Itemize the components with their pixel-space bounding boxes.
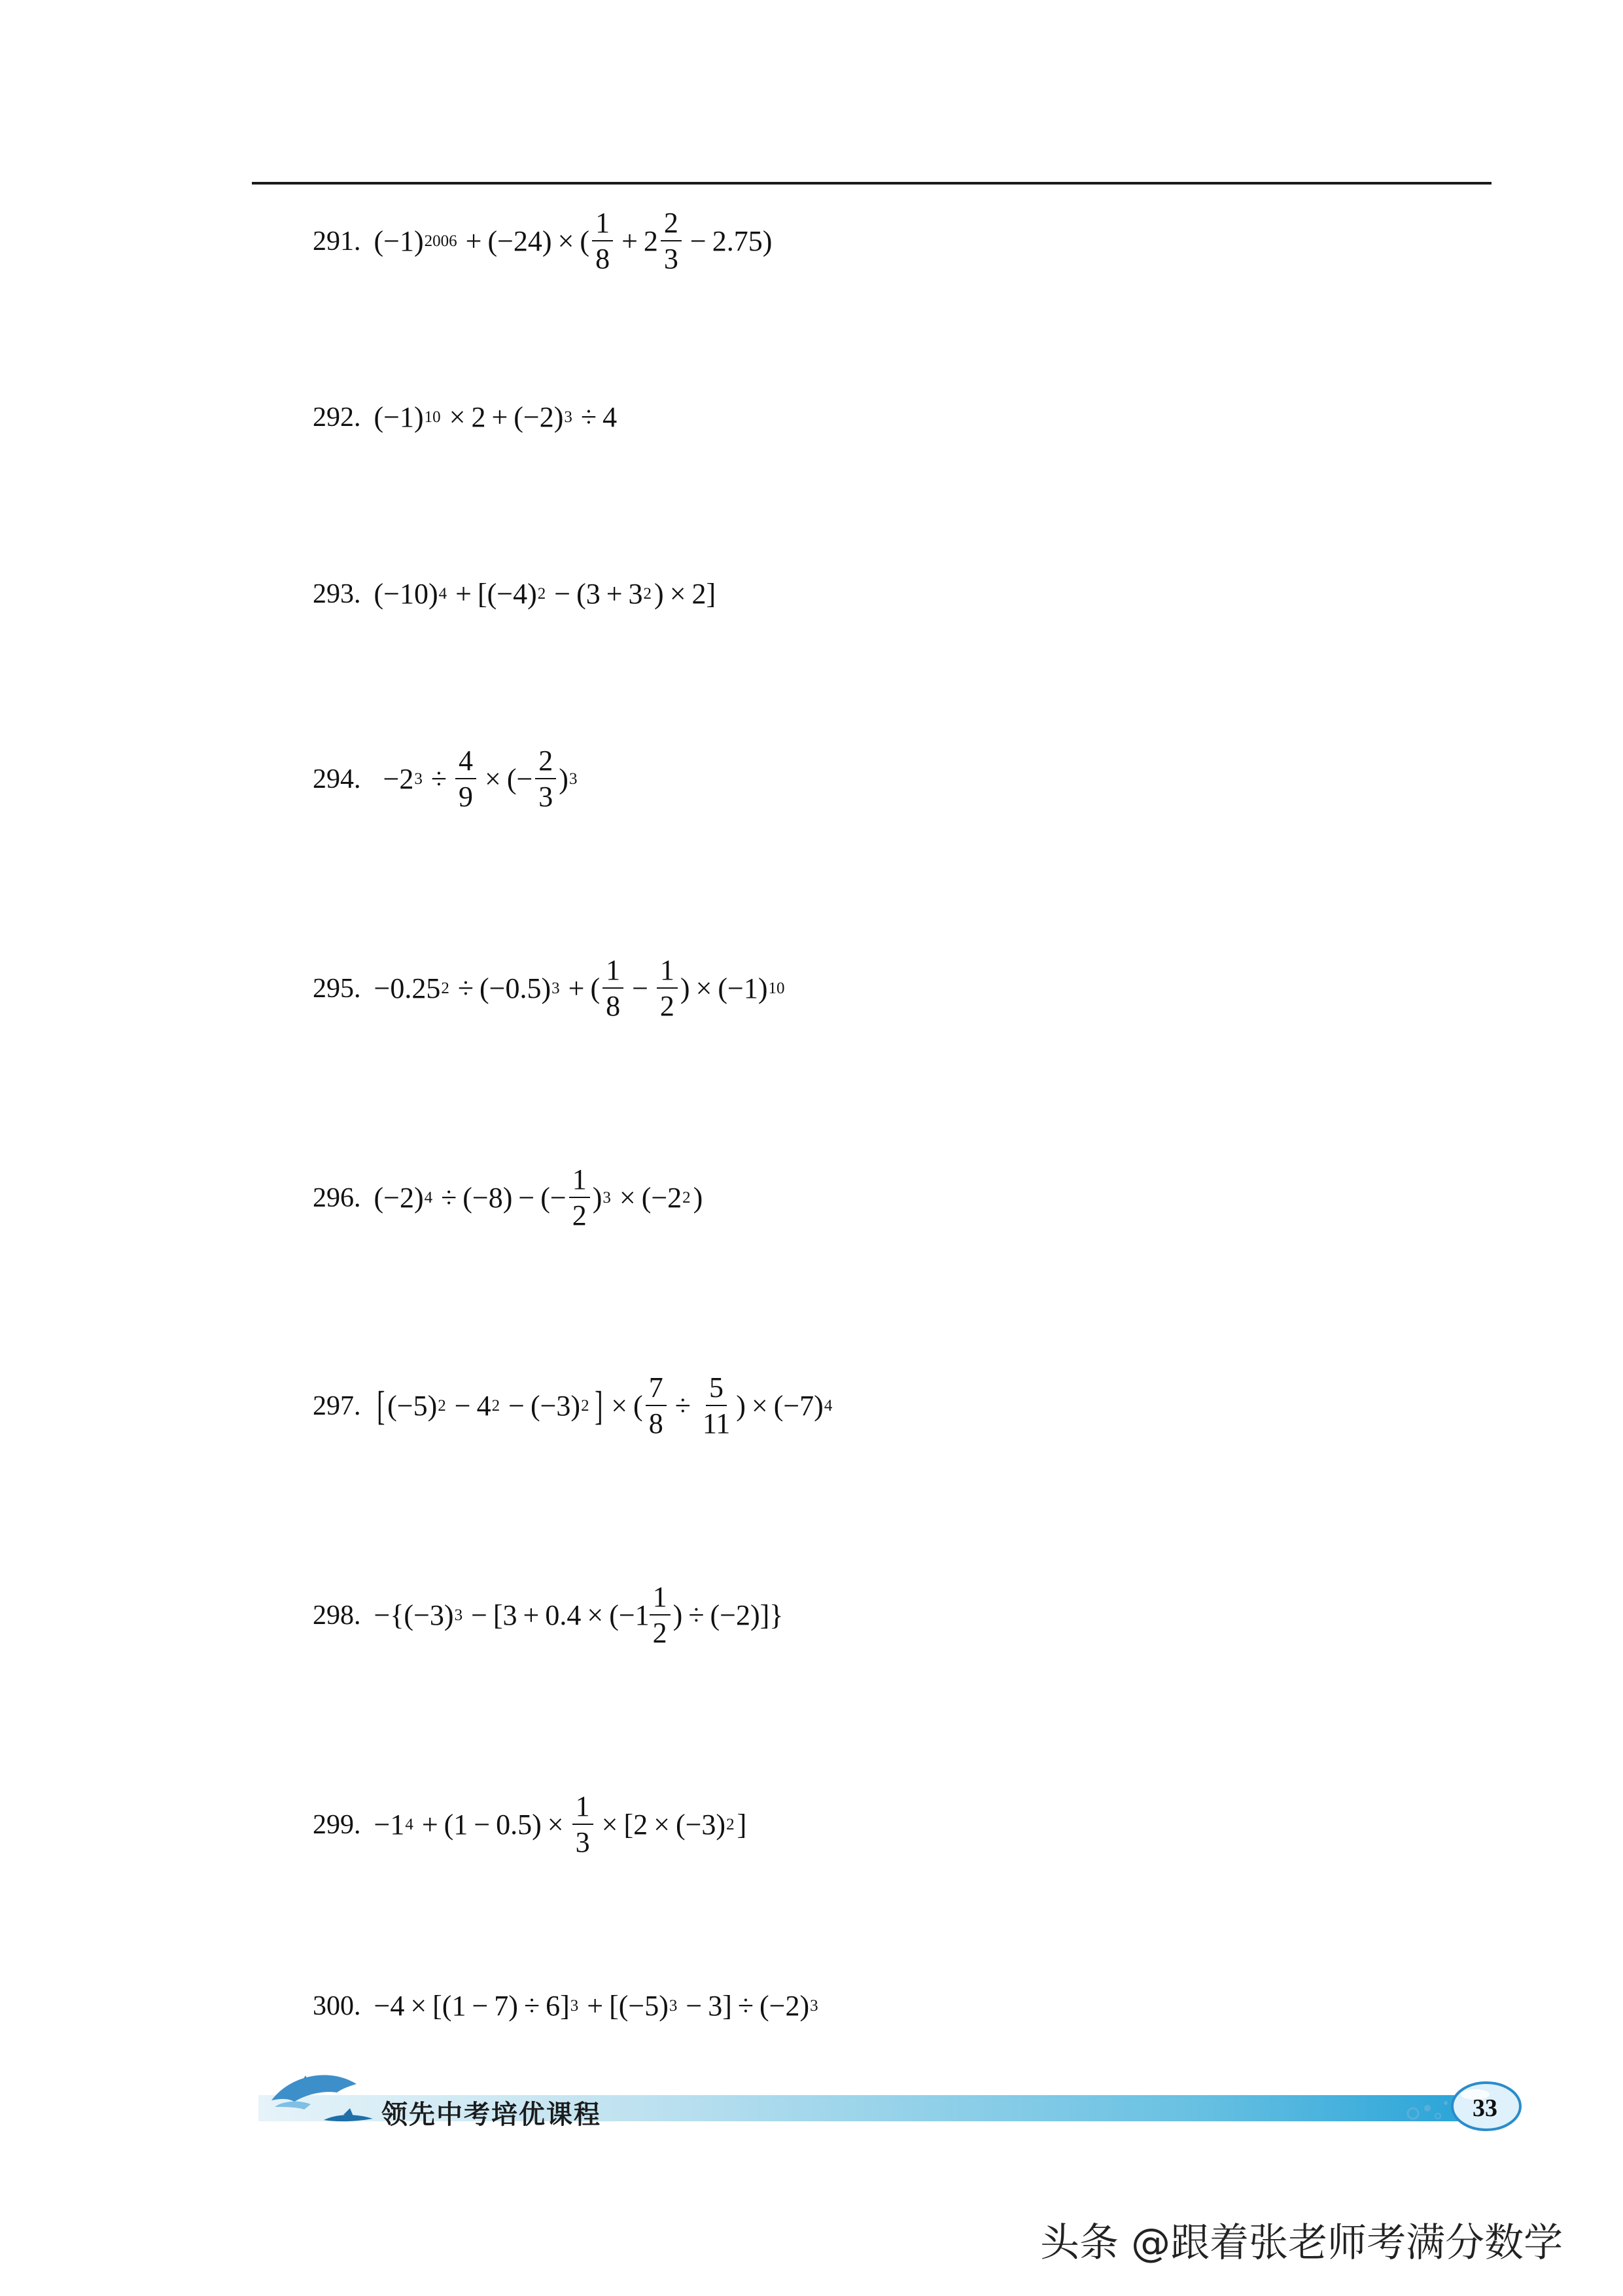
footer-title: 领先中考培优课程 bbox=[381, 2100, 601, 2130]
bubbles-icon bbox=[1400, 2094, 1452, 2127]
watermark: 头条 @跟着张老师考满分数学 bbox=[1040, 2220, 1563, 2266]
problem-297 bbox=[313, 1373, 835, 1439]
page-number: 33 bbox=[1473, 2094, 1497, 2122]
problem-number: 299. bbox=[313, 1809, 361, 1840]
expression: (−1) 2006 + (−24) × ( $\frac{1}{8}$ + 2 $\frac{2}{3}$ − 2.75) bbox=[374, 207, 773, 275]
problem-299 bbox=[313, 1792, 746, 1858]
expression: −2 3 ÷ $\frac{4}{9}$ × (− $\frac{2}{3}$ ) 3 bbox=[383, 745, 578, 813]
problem-number: 300. bbox=[313, 1991, 361, 2021]
problem-291 bbox=[313, 208, 772, 274]
problem-292 bbox=[313, 403, 617, 432]
problem-number: 294. bbox=[313, 764, 361, 794]
fraction: $\frac{5}{11}$ bbox=[702, 1371, 731, 1440]
problem-number: 292. bbox=[313, 402, 361, 433]
fraction: $\frac{1}{8}$ bbox=[592, 208, 613, 274]
fraction: $\frac{1}{2}$ bbox=[657, 955, 678, 1021]
problem-298 bbox=[313, 1582, 783, 1648]
dolphin-icon bbox=[258, 2061, 389, 2133]
fraction: $\frac{7}{8}$ bbox=[646, 1373, 667, 1439]
expression: −4 × [(1 − 7) ÷ 6] 3 + [(−5) 3 − 3] ÷ (−2) 3 bbox=[374, 1990, 818, 2022]
problem-293 bbox=[313, 580, 716, 609]
expression: (−2) 4 ÷ (−8) − (− $\frac{1}{2}$ ) 3 × (−2 2 ) bbox=[374, 1163, 703, 1232]
fraction: $\frac{4}{9}$ bbox=[455, 746, 476, 812]
expression: −{(−3) 3 − [3 + 0.4 × (−1 $\frac{1}{2}$ ) ÷ (−2)]} bbox=[374, 1581, 784, 1650]
expression: [ (−5) 2 − 4 2 − (−3) 2 ] × ( $\frac{7}{8}$ ÷ $\frac{5}{11}$ ) × (−7) 4 bbox=[376, 1371, 833, 1440]
top-rule bbox=[252, 182, 1492, 185]
expression: (−1) 10 × 2 + (−2) 3 ÷ 4 bbox=[374, 401, 618, 433]
problem-295 bbox=[313, 955, 788, 1021]
problem-294 bbox=[313, 746, 580, 812]
problem-number: 296. bbox=[313, 1182, 361, 1213]
problem-number: 298. bbox=[313, 1600, 361, 1631]
fraction: $\frac{2}{3}$ bbox=[535, 746, 556, 812]
problem-number: 293. bbox=[313, 579, 361, 609]
problem-number: 291. bbox=[313, 226, 361, 256]
fraction: $\frac{1}{8}$ bbox=[602, 955, 623, 1021]
fraction: $\frac{1}{3}$ bbox=[572, 1792, 593, 1858]
problem-296 bbox=[313, 1165, 703, 1231]
problem-300 bbox=[313, 1992, 821, 2021]
problem-number: 295. bbox=[313, 973, 361, 1004]
expression: −0.25 2 ÷ (−0.5) 3 + ( $\frac{1}{8}$ − $\frac{1}{2}$ ) × (−1) 10 bbox=[374, 954, 785, 1023]
fraction: $\frac{1}{2}$ bbox=[650, 1582, 671, 1648]
fraction: $\frac{2}{3}$ bbox=[661, 208, 682, 274]
expression: −1 4 + (1 − 0.5) × $\frac{1}{3}$ × [2 × (−3) 2 ] bbox=[374, 1790, 747, 1859]
fraction: $\frac{1}{2}$ bbox=[569, 1165, 590, 1231]
expression: (−10) 4 + [(−4) 2 − (3 + 3 2 ) × 2] bbox=[374, 578, 716, 610]
problem-number: 297. bbox=[313, 1390, 361, 1421]
